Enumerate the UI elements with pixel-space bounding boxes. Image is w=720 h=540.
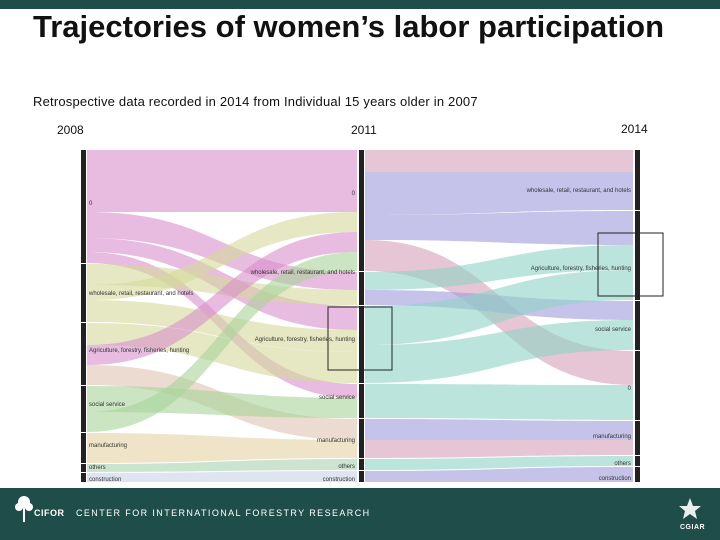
cgiar-logo-text: CGIAR bbox=[680, 524, 706, 531]
node-label-2011: others bbox=[338, 464, 355, 470]
node-label-2014: 0 bbox=[627, 386, 631, 392]
node-label-2011: wholesale, retail, restaurant, and hotels bbox=[250, 270, 355, 276]
flow-2008-2011 bbox=[87, 471, 357, 482]
flow-2011-2014 bbox=[365, 150, 633, 172]
node-2008 bbox=[81, 464, 86, 472]
node-2014 bbox=[635, 467, 640, 482]
node-2014 bbox=[635, 421, 640, 455]
node-label-2011: Agriculture, forestry, fisheries, hunting bbox=[254, 337, 355, 343]
year-label-2014: 2014 bbox=[621, 122, 648, 136]
node-label-2008: manufacturing bbox=[89, 443, 128, 449]
node-2011 bbox=[359, 459, 364, 470]
footer-org-name: CENTER FOR INTERNATIONAL FORESTRY RESEARCH bbox=[76, 508, 371, 518]
node-2008 bbox=[81, 386, 86, 432]
node-2014 bbox=[635, 150, 640, 210]
cifor-tree-icon bbox=[13, 494, 35, 526]
footer-bar bbox=[0, 488, 720, 540]
node-2011 bbox=[359, 272, 364, 305]
year-label-2008: 2008 bbox=[57, 123, 84, 137]
node-label-2014: wholesale, retail, restaurant, and hotels bbox=[526, 188, 631, 194]
year-label-2011: 2011 bbox=[351, 123, 377, 137]
node-label-2014: others bbox=[614, 461, 631, 467]
node-label-2011: social service bbox=[318, 395, 355, 401]
node-2011 bbox=[359, 419, 364, 458]
node-label-2008: construction bbox=[89, 477, 122, 483]
node-label-2008: wholesale, retail, restaurant, and hotels bbox=[89, 291, 194, 297]
cgiar-leaf-icon bbox=[677, 496, 703, 522]
node-label-2014: Agriculture, forestry, fisheries, hunting bbox=[530, 266, 631, 272]
node-2008 bbox=[81, 150, 86, 263]
node-label-2008: 0 bbox=[89, 201, 93, 207]
flow-2011-2014 bbox=[365, 211, 633, 245]
cifor-logo-text: CIFOR bbox=[34, 508, 65, 518]
node-label-2014: manufacturing bbox=[592, 434, 631, 440]
node-2014 bbox=[635, 301, 640, 350]
node-label-2008: social service bbox=[89, 402, 126, 408]
flow-2011-2014 bbox=[365, 440, 633, 458]
slide-title: Trajectories of women’s labor participation bbox=[33, 9, 665, 44]
node-label-2014: construction bbox=[598, 476, 631, 482]
node-2011 bbox=[359, 384, 364, 418]
node-label-2008: others bbox=[89, 465, 106, 471]
slide-subtitle: Retrospective data recorded in 2014 from Individual 15 years older in 2007 bbox=[33, 94, 478, 109]
flow-2008-2011 bbox=[87, 150, 357, 212]
node-2008 bbox=[81, 433, 86, 463]
flow-2011-2014 bbox=[365, 384, 633, 420]
node-2014 bbox=[635, 351, 640, 420]
node-2014 bbox=[635, 211, 640, 300]
node-2011 bbox=[359, 150, 364, 271]
node-2011 bbox=[359, 471, 364, 482]
node-label-2014: social service bbox=[594, 327, 631, 333]
node-2008 bbox=[81, 323, 86, 385]
node-label-2011: manufacturing bbox=[316, 438, 355, 444]
node-label-2011: construction bbox=[322, 477, 355, 483]
node-label-2008: Agriculture, forestry, fisheries, hunting bbox=[89, 348, 190, 354]
node-2014 bbox=[635, 456, 640, 466]
node-2008 bbox=[81, 473, 86, 482]
node-label-2011: 0 bbox=[351, 191, 355, 197]
node-2011 bbox=[359, 306, 364, 383]
node-2008 bbox=[81, 264, 86, 322]
